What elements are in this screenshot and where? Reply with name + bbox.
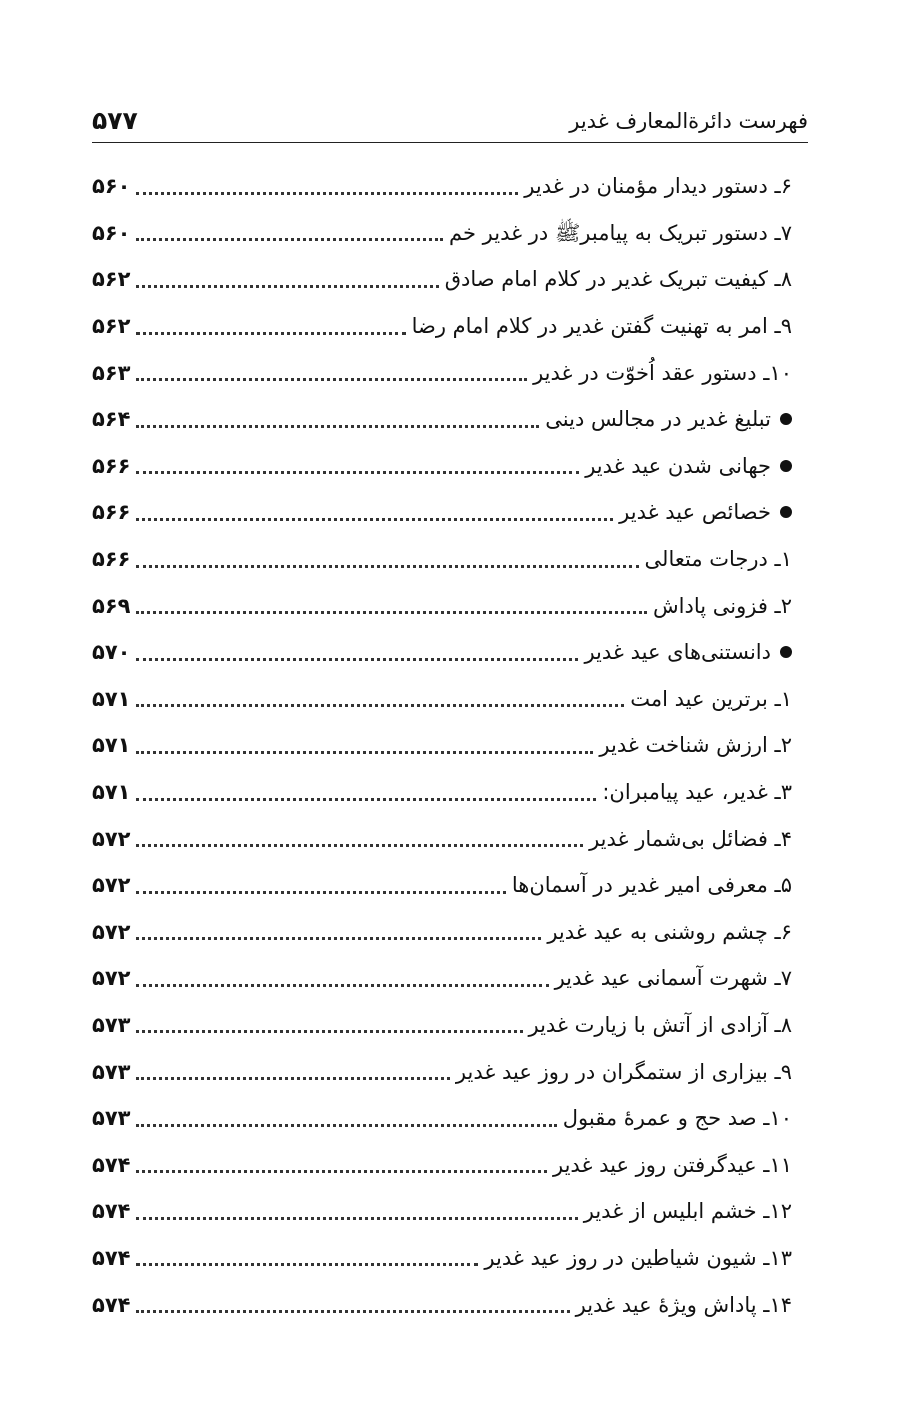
toc-entry-title: ۱۲ـ خشم ابلیس از غدیر — [583, 1199, 792, 1224]
toc-entry-page: ۵۷۳ — [92, 1059, 131, 1084]
toc-entry — [92, 303, 792, 350]
toc-entry-page: ۵۷۱ — [92, 733, 131, 758]
dot-leader — [136, 238, 443, 241]
toc-entry — [92, 1188, 792, 1235]
toc-entry-page: ۵۶۹ — [92, 593, 131, 618]
dot-leader — [136, 844, 583, 847]
toc-entry-page: ۵۷۱ — [92, 780, 131, 805]
toc-entry-title: ۱ـ برترین عید امت — [630, 686, 792, 711]
toc-entry-page: ۵۶۲ — [92, 314, 131, 339]
toc-entry-title: ۸ـ کیفیت تبریک غدیر در کلام امام صادق — [444, 267, 792, 292]
toc-entry-page: ۵۷۴ — [92, 1152, 131, 1177]
dot-leader — [136, 1030, 522, 1033]
dot-leader — [136, 891, 505, 894]
dot-leader — [136, 611, 647, 614]
dot-leader — [136, 984, 548, 987]
dot-leader — [136, 1170, 547, 1173]
bullet-icon — [780, 646, 792, 658]
dot-leader — [136, 751, 593, 754]
toc-entry-title: ۶ـ چشم روشنی به عید غدیر — [547, 919, 792, 944]
toc-entry — [92, 349, 792, 396]
dot-leader — [136, 285, 438, 288]
toc-entry-title: ۱۰ـ صد حج و عمرهٔ مقبول — [562, 1106, 792, 1131]
toc-entry — [92, 163, 792, 210]
toc-entry — [92, 722, 792, 769]
toc-entry — [92, 862, 792, 909]
toc-entry-page: ۵۷۱ — [92, 686, 131, 711]
dot-leader — [136, 1077, 449, 1080]
toc-entry-page: ۵۶۰ — [92, 174, 131, 199]
toc-entry-title: ۱۰ـ دستور عقد اُخوّت در غدیر — [533, 360, 792, 385]
bullet-icon — [780, 413, 792, 425]
toc-entry-page: ۵۷۴ — [92, 1245, 131, 1270]
header-rule — [92, 142, 808, 143]
toc-entry-title: ۱۱ـ عیدگرفتن روز عید غدیر — [552, 1152, 792, 1177]
toc-entry — [92, 1095, 792, 1142]
toc-entry — [92, 536, 792, 583]
toc-entry-title: ۹ـ امر به تهنیت گفتن غدیر در کلام امام رضا — [411, 314, 792, 339]
dot-leader — [136, 1124, 556, 1127]
toc-entry — [92, 1141, 792, 1188]
toc-entry-title: ۸ـ آزادی از آتش با زیارت غدیر — [528, 1012, 792, 1037]
bullet-icon — [780, 506, 792, 518]
toc-entry-page: ۵۶۶ — [92, 547, 131, 572]
toc-entry-title: ۹ـ بیزاری از ستمگران در روز عید غدیر — [455, 1059, 792, 1084]
toc-entry-page: ۵۷۰ — [92, 640, 131, 665]
dot-leader — [136, 1263, 478, 1266]
toc-entry-title: ۷ـ شهرت آسمانی عید غدیر — [554, 966, 792, 991]
toc-entry-page: ۵۶۶ — [92, 453, 131, 478]
toc-entry-page: ۵۷۲ — [92, 966, 131, 991]
header-title: فهرست دائرةالمعارف غدیر — [569, 109, 808, 133]
toc-entry — [92, 769, 792, 816]
dot-leader — [136, 565, 638, 568]
toc-entry-title: جهانی شدن عید غدیر — [585, 453, 771, 478]
dot-leader — [136, 378, 527, 381]
toc-entry-title: ۱۴ـ پاداش ویژهٔ عید غدیر — [575, 1292, 792, 1317]
header-page-number: ۵۷۷ — [92, 106, 138, 135]
toc-entry-title: خصائص عید غدیر — [619, 500, 771, 525]
toc-entry — [92, 256, 792, 303]
bullet-icon — [780, 460, 792, 472]
toc-entry — [92, 815, 792, 862]
dot-leader — [136, 798, 596, 801]
toc-entry — [92, 676, 792, 723]
dot-leader — [136, 471, 579, 474]
toc-entry-page: ۵۷۳ — [92, 1106, 131, 1131]
toc-entry — [92, 909, 792, 956]
toc-entry-page: ۵۷۲ — [92, 919, 131, 944]
dot-leader — [136, 937, 541, 940]
toc-entry — [92, 489, 792, 536]
toc-entry-title: ۲ـ ارزش شناخت غدیر — [599, 733, 792, 758]
toc-entry-page: ۵۶۲ — [92, 267, 131, 292]
toc-entry-title: ۲ـ فزونی پاداش — [653, 593, 792, 618]
toc-entry-title: ۱ـ درجات متعالی — [644, 547, 792, 572]
toc-entry — [92, 443, 792, 490]
dot-leader — [136, 704, 624, 707]
dot-leader — [136, 1310, 569, 1313]
toc-entry-title: ۵ـ معرفی امیر غدیر در آسمان‌ها — [511, 873, 792, 898]
toc-entry — [92, 396, 792, 443]
toc-entry-page: ۵۶۶ — [92, 500, 131, 525]
dot-leader — [136, 425, 539, 428]
toc-entry-page: ۵۷۲ — [92, 826, 131, 851]
dot-leader — [136, 518, 613, 521]
toc-entry — [92, 1048, 792, 1095]
toc-entry-title: ۷ـ دستور تبریک به پیامبرﷺ در غدیر خم — [449, 220, 792, 245]
dot-leader — [136, 1217, 577, 1220]
toc-entry-page: ۵۷۳ — [92, 1012, 131, 1037]
running-header — [92, 96, 808, 136]
toc-entry-page: ۵۷۴ — [92, 1199, 131, 1224]
toc-entry-page: ۵۶۰ — [92, 220, 131, 245]
toc-entry-title: تبلیغ غدیر در مجالس دینی — [545, 407, 771, 432]
toc-entry — [92, 1281, 792, 1328]
table-of-contents — [92, 163, 792, 1328]
toc-entry-page: ۵۷۴ — [92, 1292, 131, 1317]
toc-entry-title: ۶ـ دستور دیدار مؤمنان در غدیر — [524, 174, 792, 199]
dot-leader — [136, 332, 405, 335]
toc-entry-title: ۱۳ـ شیون شیاطین در روز عید غدیر — [484, 1245, 792, 1270]
toc-entry — [92, 582, 792, 629]
toc-entry-page: ۵۶۴ — [92, 407, 131, 432]
toc-entry-page: ۵۷۲ — [92, 873, 131, 898]
toc-entry — [92, 1002, 792, 1049]
toc-entry-page: ۵۶۳ — [92, 360, 131, 385]
toc-entry-title: ۳ـ غدیر، عید پیامبران: — [602, 780, 792, 805]
toc-entry — [92, 210, 792, 257]
toc-entry — [92, 629, 792, 676]
toc-entry-title: دانستنی‌های عید غدیر — [584, 640, 771, 665]
toc-entry-title: ۴ـ فضائل بی‌شمار غدیر — [589, 826, 792, 851]
toc-entry — [92, 955, 792, 1002]
toc-entry — [92, 1235, 792, 1282]
dot-leader — [136, 192, 518, 195]
dot-leader — [136, 658, 578, 661]
